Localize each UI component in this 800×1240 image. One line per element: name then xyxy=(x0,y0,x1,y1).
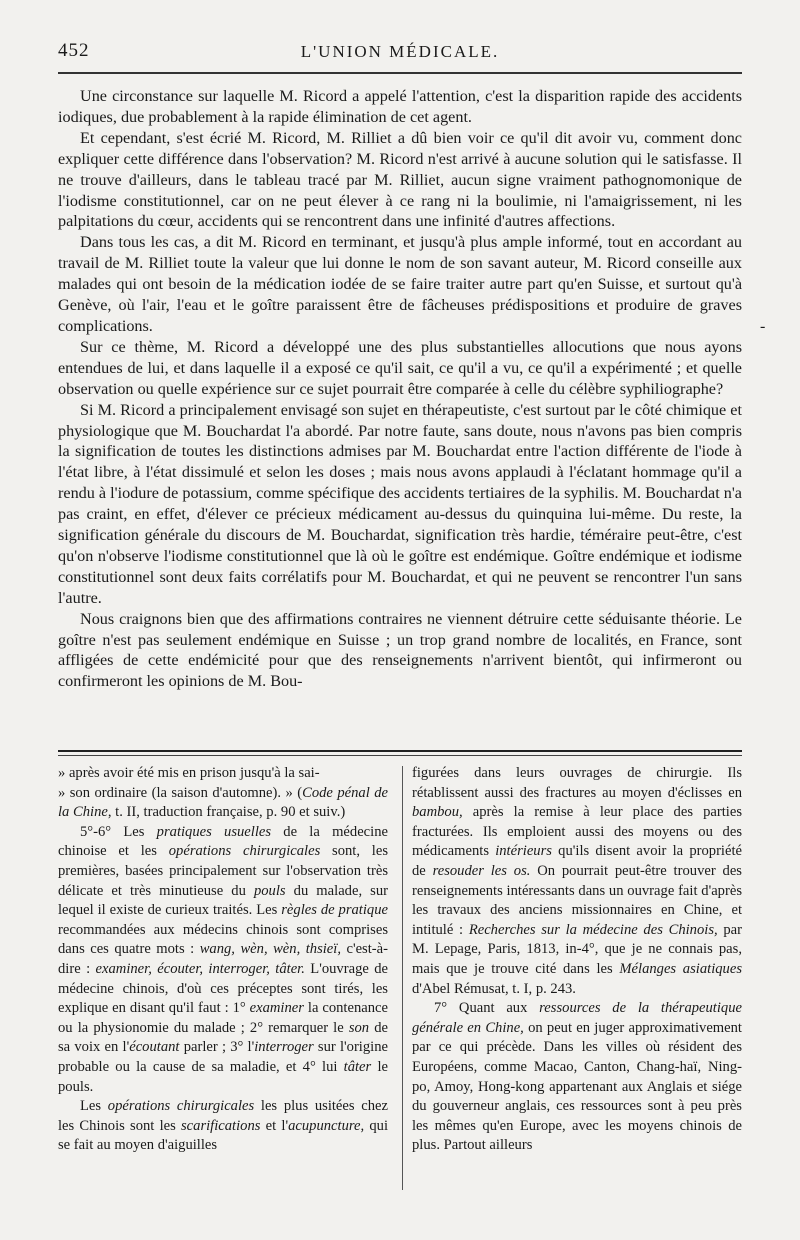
paragraph: Si M. Ricord a principalement envisagé son sujet en thérapeutiste, c'est surtout par le côté chimique et physiologique que M. Bouchardat l'a abordé. Par notre faute, sans doute, nous n'avons pas bien compris la signification de toutes les distinctions admises par M. Bouchardat entre l'action différente de l'iode à l'état libre, à l'état dissimulé et selon les doses ; mais nous avons applaudi à l'éclatant hommage qu'il a rendu à l'iodure de potassium, comme spécifique des accidents tertiaires de la syphilis. M. Bouchardat n'a pas craint, en effet, d'élever ce précieux médicament au-dessus du quinquina lui-même. Du reste, la signification générale du discours de M. Bouchardat, signification très hardie, téméraire peut-être, c'est qu'on n'observe l'iodisme constitutionnel que là où le goître est endémique. Goître endémique et iodisme constitutionnel sont deux faits corrélatifs pour M. Bouchardat, et qui ne peuvent se rencontrer l'un sans l'autre. xyxy=(58,400,742,607)
main-text xyxy=(58,86,742,692)
footnotes-right-column xyxy=(412,764,742,1156)
section-divider xyxy=(58,750,742,756)
footnote-paragraph: » après avoir été mis en prison jusqu'à la sai- » son ordinaire (la saison d'automne). » (Code pénal de la Chine, t. II, traduction française, p. 90 et suiv.) xyxy=(58,765,388,821)
page-number: 452 xyxy=(58,40,90,61)
margin-mark: - xyxy=(760,318,766,335)
column-rule xyxy=(402,766,403,1190)
footnote-paragraph: 5°-6° Les pratiques usuelles de la médecine chinoise et les opérations chirurgicales sont, les premières, basées principalement sur l'observation très délicate et très minutieuse du pouls du malade, sur lequel il existe de curieux traités. Les règles de pratique recommandées aux médecins chinois sont comprises dans ces quatre mots : wang, wèn, wèn, thsieï, c'est-à-dire : examiner, écouter, interroger, tâter. L'ouvrage de médecine chinois, d'où ces préceptes sont tirés, les explique en disant qu'il faut : 1° examiner la contenance ou la physionomie du malade ; 2° remarquer le son de sa voix en l'écoutant parler ; 3° l'interroger sur l'origine probable ou la cause de sa maladie, et 4° lui tâter le pouls. xyxy=(58,823,389,1095)
paragraph: Sur ce thème, M. Ricord a développé une des plus substantielles allocutions que nous ayons entendues de lui, et dans laquelle il a exposé ce qu'il sait, ce qu'il a vu, ce qu'il a expérimenté ; et quelle observation ou quelle expérience sur ce sujet pourrait être comparée à celle du célèbre syphiliographe? xyxy=(58,337,742,398)
footnote-paragraph: Les opérations chirurgicales les plus usitées chez les Chinois sont les scarifications et l'acupuncture, qui se fait au moyen d'aiguilles xyxy=(58,1098,388,1154)
journal-title: L'UNION MÉDICALE. xyxy=(300,42,500,61)
paragraph: Nous craignons bien que des affirmations contraires ne viennent détruire cette séduisante théorie. Le goître n'est pas seulement endémique en Suisse ; un trop grand nombre de localités, en France, sont affligées de cette endémicité pour que des renseignements n'arrivent bientôt, qui infirmeront ou confirmeront les opinions de M. Bou- xyxy=(58,609,742,691)
paragraph: Et cependant, s'est écrié M. Ricord, M. Rilliet a dû bien voir ce qu'il dit avoir vu, comment donc expliquer cette différence dans l'observation? M. Ricord n'est arrivé à aucune solution qui le satisfasse. Il ne trouve d'ailleurs, dans le tableau tracé par M. Rilliet, aucun signe vraiment pathognomonique de l'iodisme constitutionnel, car on ne peut élever à ce rang ni la boulimie, ni l'amaigrissement, ni les palpitations du cœur, accidents qui se rencontrent dans une infinité d'autres affections. xyxy=(58,128,742,231)
footnote-paragraph: 7° Quant aux ressources de la thérapeutique générale en Chine, on peut en juger approximativement par ce qui précède. Dans les villes où résident des Européens, comme Macao, Canton, Chang-haï, Ning-po, Amoy, Hong-kong appartenant aux Anglais et siége du gouverneur anglais, ces ressources sont à peu près les mêmes qu'en Europe, avec les moyens chinois de plus. Partout ailleurs xyxy=(412,1000,742,1154)
footnotes-left-column xyxy=(58,764,388,1156)
header-rule xyxy=(58,72,742,74)
paragraph: Dans tous les cas, a dit M. Ricord en terminant, et jusqu'à plus ample informé, tout en accordant au travail de M. Rilliet toute la valeur que lui donne le nom de son savant auteur, M. Ricord conseille aux malades qui ont besoin de la médication iodée de se faire traiter autre part qu'en Suisse, et surtout qu'à Genève, où l'air, l'eau et le goître paraissent être de fâcheuses prédispositions et produire de graves complications. xyxy=(58,233,742,335)
footnote-paragraph: figurées dans leurs ouvrages de chirurgie. Ils rétablissent aussi des fractures au moyen d'éclisses en bambou, après la remise à leur place des parties fracturées. Ils emploient aussi des moyens ou des médicaments intérieurs qu'ils disent avoir la propriété de resouder les os. On pourrait peut-être trouver des renseignements intéressants dans un ouvrage fait d'après les travaux des anciens missionnaires en Chine, et intitulé : Recherches sur la médecine des Chinois, par M. Lepage, Paris, 1813, in-4°, que je ne connais pas, mais que je trouve cité dans les Mélanges asiatiques d'Abel Rémusat, t. I, p. 243. xyxy=(412,765,742,997)
running-header xyxy=(58,40,742,70)
paragraph: Une circonstance sur laquelle M. Ricord a appelé l'attention, c'est la disparition rapide des accidents iodiques, due probablement à la rapide élimination de cet agent. xyxy=(58,87,742,126)
